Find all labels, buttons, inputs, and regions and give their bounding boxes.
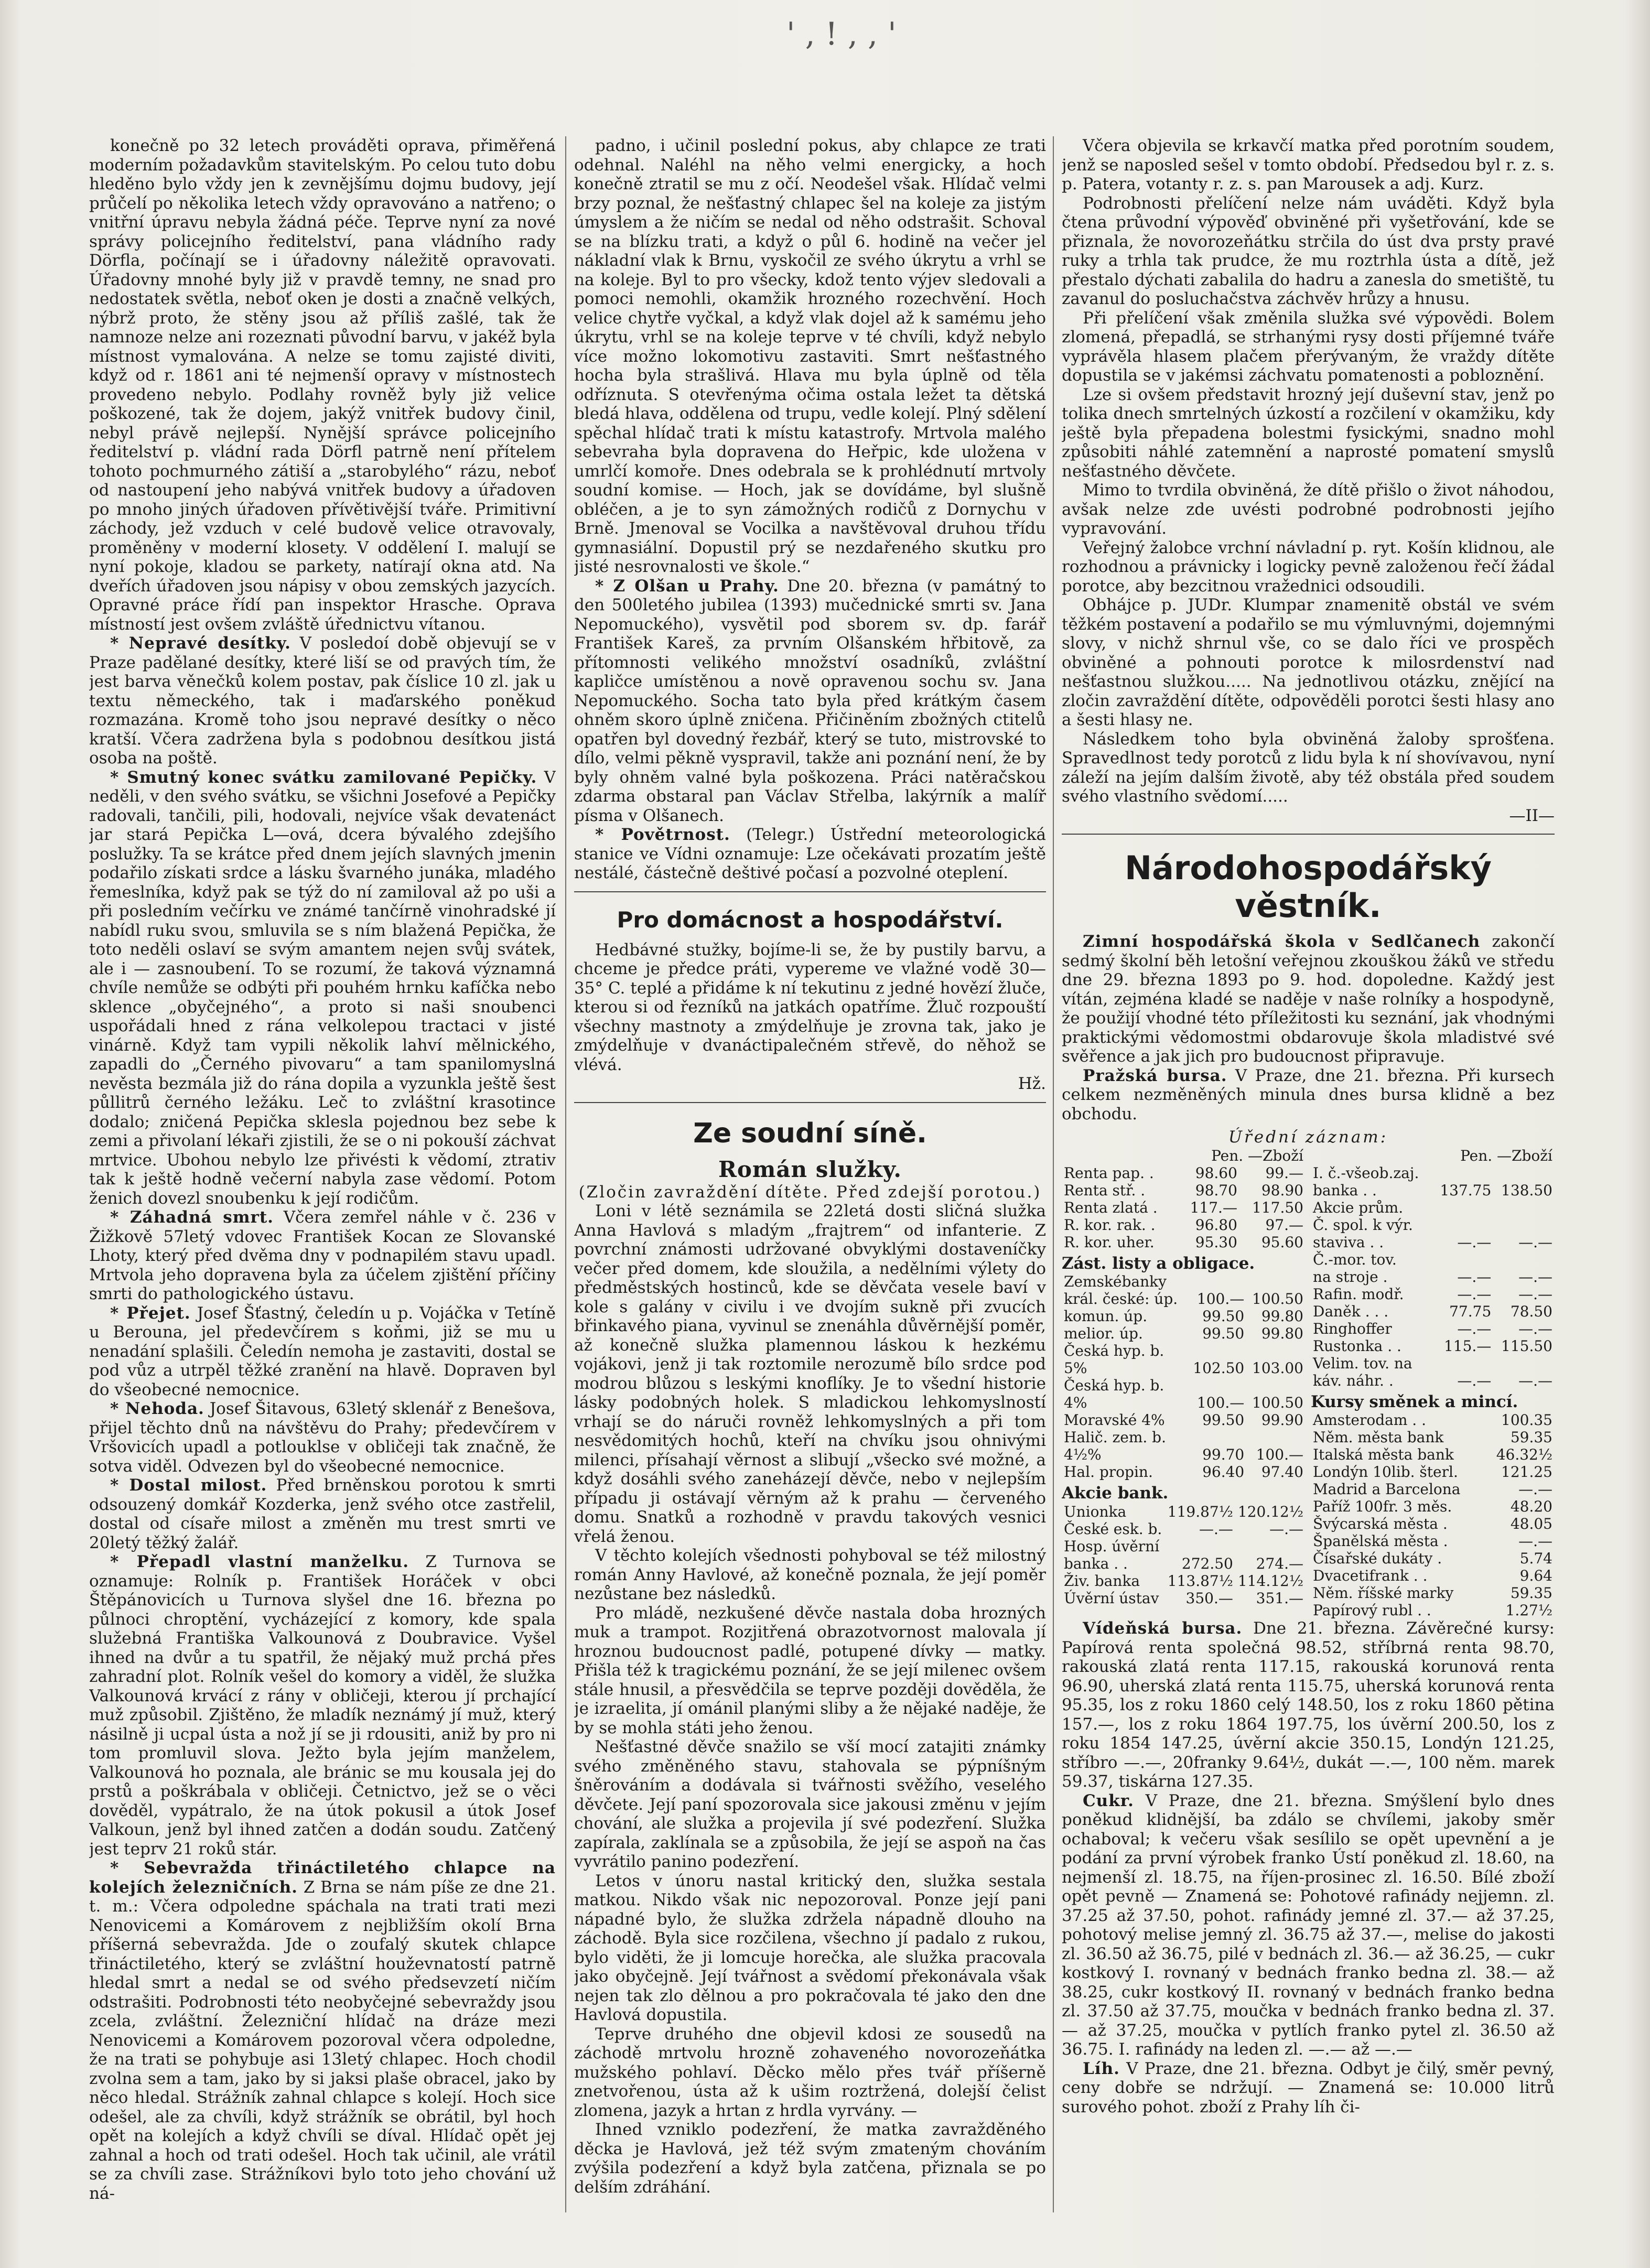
- table-row: [1062, 1590, 1306, 1607]
- article-heading: * Záhadná smrt.: [110, 1208, 274, 1227]
- article-text: Josef Šitavous, 63letý sklenář z Benešova, přijel těchto dnů na návštěvu do Prahy; předevčírem v Vršovicích upadl a potlouklse v obličeji tak značně, že sotva viděl. Odvezen byl do všeobecné nemocnice.: [89, 1399, 556, 1476]
- article-heading: Líh.: [1083, 2059, 1120, 2078]
- article-heading: * Sebevražda třináctiletého chlapce na kolejích železničních.: [89, 1859, 556, 1897]
- table-cell-label: Zemskébanky: [1064, 1273, 1167, 1290]
- article-text: V posledoí době objevují se v Praze padělané desítky, které liší se od pravých tím, že jest barva věnečků kolem postav, pak číslice 10 zl. jak u textu německého, tak i maďarského poněkud rozmazána. Kromě toho jsou nepravé desítky o něco kratší. Včera zadržena byla s podobnou desítkou jistá osoba na poště.: [89, 634, 556, 768]
- table-row: [1062, 1411, 1306, 1429]
- table-cell-value: 99.50: [1202, 1308, 1245, 1325]
- table-cell-value: 119.87½: [1167, 1503, 1233, 1520]
- table-cell-value: 59.35: [1510, 1429, 1552, 1446]
- table-cell-label: banka . .: [1064, 1554, 1128, 1572]
- table-cell-value: 95.60: [1261, 1233, 1303, 1251]
- table-cell-value: [1235, 1538, 1306, 1555]
- table-cell-label: Paříž 100fr. 3 měs.: [1313, 1498, 1452, 1515]
- article-paragraph: konečně po 32 letech prováděti oprava, přiměřená moderním požadavkům stavitelským. Po celou tuto dobu hleděno bylo vždy jen k zevnějšímu dojmu budovy, její průčelí po několika letech vždy opravováno a natřeno; o vnitřní úpravu nebyla žádná péče. Teprve nyní za nové správy policejního ředitelství, pana vládního rady Dörfla, počínají se i úřadovny náležitě opravovati. Úřadovny mnohé byly již v pravdě temny, ne snad pro nedostatek světla, neboť oken je dosti a značně velkých, nýbrž proto, že stěny jsou až příliš zašlé, tak že namnoze nelze ani rozeznati původní barvu, v jakéž byla místnost vymalována. A nelze se tomu zajisté diviti, když od r. 1861 ani té nejmenší opravy v místnostech provedeno nebylo. Podlahy rovněž byly již velice poškozené, tak že dojem, jakýž vnitřek budovy činil, nebyl právě nejlepší. Nynější správce policejního ředitelství p. vládní rada Dörfl patrně není přítelem tohoto pochmurného zátiší a „starobylého“ rázu, neboť od nastoupení jeho nabývá vnitřek budovy a úřadoven po mnoho jiných úřadoven přívětivější tváře. Primitivní záchody, jež vzduch v celé budově velice otravovaly, proměněny v moderní klosety. V oddělení I. malují se nyní pokoje, kladou se parkety, natírají okna atd. Na dveřích úřadoven jsou nápisy v obou zemských jazycích. Opravné práce řídí pan inspektor Hrasche. Oprava místností jest ovšem zvláště úřednictvu vítanou.: [89, 136, 556, 634]
- table-cell-label: Italská města bank: [1313, 1446, 1454, 1463]
- table-row: [1311, 1164, 1555, 1182]
- table-cell-value: [1493, 1199, 1555, 1216]
- table-cell-label: Živ. banka: [1064, 1572, 1140, 1590]
- table-cell-value: 5.74: [1519, 1550, 1552, 1567]
- article-heading: * Nehoda.: [110, 1399, 204, 1418]
- table-cell-value: 115.—: [1443, 1337, 1492, 1355]
- table-row: [1062, 1520, 1306, 1538]
- table-cell-label: banka . .: [1313, 1181, 1377, 1199]
- article-paragraph: Loni v létě seznámila se 22letá dosti sličná služka Anna Havlová s mladým „frajtrem“ od infanterie. Z povrchní známosti udržované obvyklými dostaveníčky večer před domem, kde sloužila, a nedělními výlety do předměstských hostinců, kde se děvčata vesele baví v kole s galány v civilu i ve dvojím sukně při zvucích břinkavého piana, vyvinul se znenáhla důvěrnější poměr, až konečně služka plamennou láskou k hezkému vojákovi, jenž ji tak roztomile nerozumě bílo srdce pod modrou blůzou s leskými knoflíky. Je to všední historie lásky podobných holek. S mladickou lehkomyslností vrhají se do náruči rovněž lehkomyslných a při tom nesvědomitých hochů, kteří na chvíku jsou ohnivými milenci, přísahají věrnost a slibují „všecko své možné, a když dosáhli svého zaneházejí děvče, nebo v nejlepším případu ji ostávají věrným až k prahu — červeného domu. Snatků a rozhodně v pravdu takových vesnici vřelá ženou.: [574, 1202, 1046, 1546]
- table-row: [1311, 1411, 1555, 1429]
- table-cell-value: [1188, 1377, 1247, 1394]
- table-row: [1062, 1182, 1306, 1199]
- table-row: [1311, 1216, 1555, 1234]
- article-paragraph: V těchto kolejích všednosti pohyboval se též milostný román Anny Havlové, až konečně poznala, že její poměr nezůstane bez následků.: [574, 1546, 1046, 1603]
- table-cell-value: 351.—: [1256, 1589, 1303, 1607]
- table-cell-value: —.—: [1199, 1520, 1233, 1538]
- table-row: [1311, 1303, 1555, 1320]
- table-row: [1062, 1164, 1306, 1182]
- article-signature: —II—: [1509, 806, 1555, 825]
- article-paragraph: Teprve druhého dne objevil kdosi ze sousedů na záchodě mrtvolu hrozně zohaveného novorozeňátka mužského pohlaví. Děcko mělo přes tvář příšerně znetvořenou, ústa až k ušim roztržená, dolejší čelist zlomena, jazyk a hrtan z hrdla vyrvány. —: [574, 2024, 1046, 2120]
- article-heading: * Povětrnost.: [595, 825, 730, 844]
- column-rule: [1053, 136, 1054, 2212]
- table-cell-label: Madrid a Barcelona: [1313, 1481, 1461, 1498]
- table-cell-label: Velim. tov. na: [1313, 1354, 1412, 1372]
- article-paragraph: Pro mládě, nezkušené děvče nastala doba hrozných muk a trampot. Rozjitřená obrazotvornost malovala jí hroznou budoucnost padlé, potupené dívky — matky. Přišla též k tragickému poznání, že se její milenec ovšem stále hnusil, a přesvědčila se teprve později dověděla, že je izraelita, jí ománil planými sliby a že nějaké naděje, že by se mohla státi jeho ženou.: [574, 1603, 1046, 1737]
- table-cell-label: Česká hyp. b.: [1064, 1342, 1164, 1359]
- table-row: [1062, 1199, 1306, 1216]
- table-cell-label: R. kor. uher.: [1064, 1233, 1155, 1251]
- table-row: [1062, 1377, 1306, 1394]
- article-paragraph: Včera objevila se krkavčí matka před porotním soudem, jenž se naposled sešel v tomto období. Předsedou byl r. z. s. p. Patera, votanty r. z. s. pan Marousek a adj. Kurz.: [1062, 136, 1555, 193]
- table-row: [1311, 1286, 1555, 1303]
- article-heading: * Z Olšan u Prahy.: [595, 576, 779, 596]
- article-text: V Praze, dne 21. března. Smýšlení bylo dnes poněkud klidnější, ba zdálo se chvílemi, jakoby směr ochaboval; k večeru však sesílilo se opět upevnění a je podání za první výrobek franko Ústí poněkud zl. 18.60, na nejmenší zl. 18.75, na říjen-prosinec zl. 16.50. Bílé zboží opět pevně — Znamená se: Pohotové rafinády nejjemn. zl. 37.25 až 37.50, pohot. rafinády jemné zl. 37.— až 37.25, pohotový melise jemný zl. 36.75 až 37.—, melise do jakosti zl. 36.50 až 36.75, pilé v bednách zl. 36.— až 36.25, — cukr kostkový I. rovnaný v bednách franko bedna zl. 38.— až 38.25, cukr kostkový II. rovnaný v bednách franko bedna zl. 37.50 až 37.75, moučka v bednách franko bedna zl. 37.— až 37.25, moučka v pytlích franko pytel zl. 36.50 až 36.75. I. rafinády na leden zl. —.— až —.—: [1062, 1791, 1555, 2059]
- article-paragraph: Hedbávné stužky, bojíme-li se, že by pustily barvu, a chceme je předce práti, vypereme ve vlažné vodě 30—35° C. teplé a přidáme k ní tekutinu z jedné hovězí žluče, kterou si od řezníků na jatkách opatříme. Žluč rozpouští všechny mastnoty a zmýdelňuje je zrovna tak, jako je zmýdelňuje v dvanáctipalečném střevě, do něhož se vlévá.: [574, 940, 1046, 1074]
- article-text: V Praze, dne 21. března. Při kursech celkem nezměněných minula dnes bursa klidně a bez obchodu.: [1062, 1066, 1555, 1124]
- article-text: zakončí sedmý školní běh letošní veřejnou zkouškou žáků ve středu dne 29. března 1893 po 9. hod. dopoledne. Každý jest vítán, zejména kladé se naděje v naše rolníky a hospodyně, že použijí vhodné této příležitosti ku seznání, jak vhodnými praktickými vědomostmi obdarovuje škola mladistvé své svěřence a jak jich pro budoucnost připravuje.: [1062, 932, 1555, 1066]
- table-row: [1311, 1463, 1555, 1481]
- table-cell-value: 96.80: [1195, 1216, 1237, 1234]
- article-paragraph: padno, i učinil poslední pokus, aby chlapce ze trati odehnal. Naléhl na něho velmi energicky, a hoch konečně ztratil se mu z očí. Neodešel však. Hlídač velmi brzy poznal, že nešťastný chlapec šel na koleje za jistým úmyslem a že ničím se nedal od něho odstrašit. Schoval se na blízku trati, a když o půl 6. hodině na večer jel nákladní vlak k Brnu, vyskočil ze svého úkrytu a vrhl se na koleje. Byl to pro všecky, kdož tento výjev sledovali a pomoci nemohli, okamžik hrozného rozechvění. Hoch velice chytře vyčkal, a když vlak dojel až k samému jeho úkrytu, vrhl se na koleje teprve v té chvíli, když nebylo více možno lokomotivu zastaviti. Smrt nešťastného hocha byla strašlivá. Hlava mu byla úplně od těla odříznuta. S otevřenýma očima ostala ležet ta dětská bledá hlava, oddělena od trupu, vedle kolejí. Plný sdělení spěchal hlídač trati k místu katastrofy. Mrtvola malého sebevraha byla dopravena do Heřpic, kde uložena v umrlčí komoře. Dnes odebrala se k prohlédnutí mrtvoly soudní komise. — Hoch, jak se dovídáme, byl slušně obléčen, a je to syn zámožných rodičů z Dornychu v Brně. Jmenoval se Vocilka a navštěvoval druhou třídu gymnasiální. Dopustil prý se nezdařeného skutku pro jisté nesrovnalosti ve škole.“: [574, 136, 1046, 576]
- table-cell-value: 137.75: [1440, 1181, 1492, 1199]
- table-row: [1311, 1251, 1555, 1268]
- article-heading: * Nepravé desítky.: [110, 634, 291, 653]
- table-cell-label: 4%: [1064, 1394, 1087, 1411]
- table-cell-value: —.—: [1518, 1320, 1552, 1337]
- article-heading: * Přejet.: [110, 1303, 191, 1323]
- table-row: [1311, 1182, 1555, 1199]
- table-cell-label: Renta zlatá .: [1064, 1198, 1158, 1216]
- table-row: [1062, 1555, 1306, 1572]
- section-title: Národohospodářský věstník.: [1125, 849, 1492, 925]
- table-row: [1311, 1584, 1555, 1602]
- table-row: [1311, 1446, 1555, 1463]
- table-cell-label: Rustonka . .: [1313, 1337, 1401, 1355]
- table-cell-value: 120.12½: [1237, 1503, 1303, 1520]
- table-row: [1311, 1602, 1555, 1619]
- table-cell-label: Amsterodam . .: [1313, 1411, 1426, 1429]
- table-cell-value: 99.80: [1261, 1325, 1303, 1342]
- table-cell-label: I. č.-všeob.zaj.: [1313, 1164, 1419, 1182]
- table-cell-value: [1246, 1342, 1306, 1359]
- table-cell-label: Rafin. modř.: [1313, 1285, 1404, 1303]
- table-cell-value: 100.—: [1196, 1290, 1245, 1308]
- table-cell-label: staviva . .: [1313, 1233, 1384, 1251]
- table-cell-value: 102.50: [1193, 1359, 1245, 1377]
- table-cell-value: 121.25: [1501, 1463, 1552, 1481]
- section-divider: [574, 1102, 1046, 1103]
- table-cell-value: [1246, 1429, 1306, 1446]
- table-cell-label: Ringhoffer: [1313, 1320, 1392, 1337]
- article-text: V Praze, dne 21. března. Odbyt je čilý, směr pevný, ceny dobře se ndržují. — Znamená se: 10.000 litrů surového pohot. zboží z Prahy líh či-: [1062, 2059, 1555, 2116]
- table-cell-label: Hosp. úvěrní: [1064, 1537, 1160, 1555]
- table-subheading: Zást. listy a obligace.: [1062, 1254, 1255, 1273]
- table-cell-value: 100.50: [1252, 1394, 1303, 1411]
- table-cell-value: 99.70: [1202, 1446, 1245, 1463]
- table-row: [1062, 1429, 1306, 1446]
- table-cell-label: Renta pap. .: [1064, 1164, 1154, 1182]
- table-cell-label: Č. spol. k výr.: [1313, 1216, 1413, 1234]
- table-cell-value: [1493, 1251, 1555, 1268]
- article-paragraph: Lze si ovšem představit hrozný její duševní stav, jenž po tolika dnech smrtelných úzkostí a rozčilení v okamžiku, kdy ještě byla přepadena bolestmi fysickými, snadno mohl způsobiti náhlé zatemnění a naprosté pomatení smyslů nešťastného děvčete.: [1062, 385, 1555, 481]
- table-cell-value: [1493, 1164, 1555, 1182]
- header-marks: ' , ! , , ': [786, 16, 897, 52]
- table-cell-value: 1.27½: [1505, 1602, 1552, 1619]
- table-cell-value: 99.50: [1202, 1325, 1245, 1342]
- table-cell-value: 95.30: [1195, 1233, 1237, 1251]
- table-cell-label: melior. úp.: [1064, 1325, 1143, 1342]
- table-cell-value: 272.50: [1181, 1554, 1233, 1572]
- table-cell-label: Akcie prům.: [1313, 1198, 1404, 1216]
- table-cell-value: —.—: [1518, 1532, 1552, 1550]
- table-cell-value: 99.80: [1261, 1308, 1303, 1325]
- article-paragraph: Při přelíčení však změnila služka své výpovědi. Bolem zlomená, přepadlá, se strhanými rysy dosti příjemné tváře vyprávěla hlasem plačem přerývaným, že vraždy dítěte dopustila se v jakémsi záchvatu pomatenosti a pobloznění.: [1062, 308, 1555, 385]
- table-title: Úřední záznam:: [1228, 1128, 1388, 1147]
- table-cell-value: [1246, 1273, 1306, 1290]
- table-cell-value: 99.—: [1265, 1164, 1303, 1182]
- article-paragraph: Následkem toho byla obviněná žaloby sprošťena. Spravedlnost tedy porotců z lidu byla k ní shovívavou, nyní záleží na jejím dalším životě, aby též obstála před soudem svého vlastního svědomí.....: [1062, 729, 1555, 806]
- column-3: [1062, 136, 1555, 2212]
- table-cell-value: [1188, 1273, 1247, 1290]
- table-cell-label: komun. úp.: [1064, 1308, 1148, 1325]
- table-cell-value: 99.50: [1202, 1411, 1245, 1429]
- table-cell-value: 98.60: [1195, 1164, 1237, 1182]
- table-row: [1311, 1515, 1555, 1532]
- table-header: Pen. —Zboží: [1211, 1147, 1303, 1164]
- table-cell-value: 115.50: [1501, 1337, 1552, 1355]
- article-paragraph: Veřejný žalobce vrchní návladní p. ryt. Košín klidnou, ale rozhodnou a právnicky i logicky pevně založenou řečí žádal porotce, aby bezcitnou vražednici odsoudili.: [1062, 538, 1555, 596]
- table-row: [1311, 1268, 1555, 1286]
- section-subtitle: (Zločin zavraždění dítěte. Před zdejší porotou.): [578, 1182, 1042, 1202]
- article-heading: Pražská bursa.: [1083, 1066, 1227, 1085]
- table-cell-value: [1188, 1429, 1247, 1446]
- table-cell-value: 274.—: [1256, 1554, 1303, 1572]
- table-row: [1062, 1359, 1306, 1377]
- table-cell-label: Něm. města bank: [1313, 1429, 1444, 1446]
- table-cell-value: [1432, 1251, 1494, 1268]
- article-text: Včera zemřel náhle v č. 236 v Žižkově 57letý vdovec František Kocan ze Slovanské Lhoty, který před dvěma dny v podnapilém stavu upadl. Mrtvola jeho dopravena byla za účelem zjištění příčiny smrti do pathologického ústavu.: [89, 1208, 556, 1303]
- table-cell-value: 117.50: [1252, 1198, 1303, 1216]
- section-title: Ze soudní síně.: [693, 1117, 927, 1149]
- table-cell-label: Čísařské dukáty .: [1313, 1550, 1442, 1567]
- table-cell-value: [1493, 1355, 1555, 1372]
- table-cell-value: 100.—: [1256, 1446, 1303, 1463]
- table-cell-value: —.—: [1457, 1371, 1492, 1389]
- table-cell-value: 100.35: [1501, 1411, 1552, 1429]
- article-paragraph: Obhájce p. JUDr. Klumpar znamenitě obstál ve svém těžkém postavení a podařilo se mu výmluvnými, dojemnými slovy, v nichž shrnul vše, co se dalo říci ve prospěch obviněné a pohnouti porotce k milosrdenství nad nešťastnou služkou..... Na jednotlivou otázku, znějící na zločin zavraždění dítěte, odpověděli porotci šesti hlasy ano a šesti hlasy ne.: [1062, 596, 1555, 729]
- table-cell-value: 59.35: [1510, 1584, 1552, 1602]
- table-cell-label: Španělská města .: [1313, 1532, 1448, 1550]
- table-cell-value: 46.32½: [1496, 1446, 1552, 1463]
- article-text: Z Brna se nám píše ze dne 21. t. m.: Včera odpoledne spáchala na trati trati mezi Nenovicemi a Komárovem z nejbližším okolí Brna příšerná sebevražda. Jde o zoufalý skutek chlapce třináctiletého, který se zvláštní houževnatostí patrně hledal smrt a nedal se od svého předsevzetí ničím odstrašiti. Podrobnosti této neobyčejné sebevraždy jsou zcela, zvláštní. Železniční hlídač na dráze mezi Nenovicemi a Komárovem pozoroval včera odpoledne, že na trati se pohybuje asi 13letý chlapec. Hoch chodil zvolna sem a tam, jako by si jaksi plaše obracel, jako by něco hledal. Strážník zahnal chlapce s kolejí. Hoch sice odešel, ale za chvíli, když strážník se obrátil, byl hoch opět na kolejích a když chvíli se díval. Hlídač opět jej zahnal a hoch od trati odešel. Hoch tak učinil, ale vrátil se za chvíli zase. Strážníkovi bylo toto jeho chování už ná-: [89, 1877, 556, 2203]
- table-cell-value: 100.50: [1252, 1290, 1303, 1308]
- table-row: [1311, 1199, 1555, 1216]
- bourse-tables: [1062, 1147, 1555, 1619]
- table-cell-label: Halič. zem. b.: [1064, 1429, 1167, 1446]
- table-row: [1311, 1550, 1555, 1567]
- article-text: Před brněnskou porotou k smrti odsouzený domkář Kozderka, jenž svého otce zastřelil, dostal od císaře milost a změněn mu trest smrti ve 20letý těžký žalář.: [89, 1476, 556, 1552]
- table-row: [1062, 1290, 1306, 1308]
- table-cell-value: —.—: [1457, 1320, 1492, 1337]
- table-cell-label: Londýn 10lib. šterl.: [1313, 1463, 1458, 1481]
- table-cell-label: Dvacetifrank . .: [1313, 1567, 1428, 1584]
- table-cell-value: —.—: [1518, 1481, 1552, 1498]
- table-cell-value: [1432, 1164, 1494, 1182]
- table-cell-label: Unionka: [1064, 1503, 1127, 1520]
- bourse-table-banks: [1062, 1503, 1306, 1607]
- bourse-table-oblig: [1062, 1273, 1306, 1481]
- table-cell-value: 77.75: [1449, 1302, 1492, 1320]
- article-text: Z Turnova se oznamuje: Rolník p. František Horáček v obci Štěpánovicích u Turnova slyšel dne 16. března po půlnoci chroptění, vycházející z komory, kde spala služebná Františka Valkounová z Doubravice. Vyšel ihned na dvůr a tu spatřil, že nějaký muž prchá přes zahradní plot. Rolník vešel do komory a viděl, že služka Valkounová krvácí z rány v obličeji, kterou jí prchající muž způsobil. Zjištěno, že mladík neznámý jí muž, který násilně ji ucpal ústa a nož jí se ji rdousiti, aniž by pro ni tom promluvil slova. Ježto byla jejím manželem, Valkounová ho poznala, ale bránic se mu kousala jej do prstů a poškrábala v obličeji. Četnictvo, jež se o věci dověděl, vypátralo, že na útok pokusil a útok Josef Valkoun, jenž byl ihned zatčen a dodán soudu. Zatčený jest teprv 21 roků stár.: [89, 1552, 556, 1859]
- table-cell-value: 98.70: [1195, 1181, 1237, 1199]
- table-row: [1311, 1355, 1555, 1372]
- table-cell-label: Něm. říšské marky: [1313, 1584, 1454, 1602]
- bourse-table-right: [1311, 1147, 1555, 1389]
- table-cell-value: [1165, 1538, 1235, 1555]
- table-row: [1311, 1498, 1555, 1515]
- column-1: [89, 136, 556, 2212]
- table-cell-label: Švýcarská města .: [1313, 1515, 1448, 1532]
- article-paragraph: Ihned vzniklo podezření, že matka zavražděného děcka je Havlová, jež též svým zmateným chováním zvýšila podezření a když byla zatčena, přiznala se po delším zdráhání.: [574, 2120, 1046, 2197]
- table-cell-value: —.—: [1457, 1285, 1492, 1303]
- table-cell-value: —.—: [1518, 1233, 1552, 1251]
- column-rule: [565, 136, 566, 2212]
- table-row: [1311, 1337, 1555, 1355]
- table-cell-label: 4½%: [1064, 1446, 1102, 1463]
- article-text: Dne 21. března. Závěrečné kursy: Papírová renta společná 98.52, stříbrná renta 98.70, rakouská zlatá renta 117.15, rakouská korunová renta 96.90, uherská zlatá renta 115.75, uherská korunová renta 95.35, los z roku 1860 celý 148.50, los z roku 1860 pětina 157.—, los z roku 1864 197.75, los úvěrní 200.50, los z roku 1854 147.25, úvěrní akcie 350.15, Londýn 121.25, stříbro —.—, 20franky 9.64½, dukát —.—, 100 něm. marek 59.37, tiskárna 127.35.: [1062, 1619, 1555, 1791]
- table-cell-value: 117.—: [1190, 1198, 1237, 1216]
- table-row: [1062, 1538, 1306, 1555]
- table-cell-label: Česká hyp. b.: [1064, 1377, 1164, 1394]
- article-paragraph: Letos v únoru nastal kritický den, služka sestala matkou. Nikdo však nic nepozoroval. Ponze její pani nápadné bylo, že služka zdržela nápadně dlouho na záchodě. Byla sice rozčilena, všechno jí padalo z rukou, bylo viděti, že ji lomcuje horečka, ale služka pracovala jako obyčejně. Její tvářnost a svědomí překonávala však nejen tak zlo dělnou a pro pokračovala té jako den dne Havlová dopustila.: [574, 1871, 1046, 2024]
- article-text: Dne 20. března (v památný to den 500letého jubilea (1393) mučednické smrti sv. Jana Nepomuckého), vysvětil pod sborem sv. dp. farář František Kareš, za prvním Olšanském hřbitově, za přítomnosti velikého množství osadníků, zvláštní kapličce umístěnou a nově opravenou sochu sv. Jana Nepomuckého. Socha tato byla před krátkým časem ohněm skoro úplně zničena. Přičiněním zbožných ctitelů opatřen byl dovedný řezbář, který se tuto, mistrovské to dílo, velmi pěkně vyspravil, takže ani poznání není, že by byly ohněm valné byla poškozena. Práci natěračskou zdarma obstaral pan Václav Střelba, lakýrník a malíř písma v Olšanech.: [574, 576, 1046, 825]
- table-cell-label: Úvěrní ústav: [1064, 1589, 1159, 1607]
- table-row: [1062, 1446, 1306, 1463]
- article-heading: * Přepadl vlastní manželku.: [110, 1552, 409, 1571]
- table-cell-value: —.—: [1457, 1268, 1492, 1286]
- article-heading: * Dostal milost.: [110, 1476, 267, 1495]
- table-subheading: Akcie bank.: [1062, 1484, 1169, 1503]
- table-cell-label: České esk. b.: [1064, 1520, 1162, 1538]
- table-row: [1062, 1308, 1306, 1325]
- table-cell-value: 100.—: [1196, 1394, 1245, 1411]
- table-cell-value: 113.87½: [1167, 1572, 1233, 1590]
- table-row: [1062, 1572, 1306, 1590]
- table-cell-value: 97.—: [1265, 1216, 1303, 1234]
- table-cell-value: 98.90: [1261, 1181, 1303, 1199]
- table-cell-value: 48.05: [1510, 1515, 1552, 1532]
- table-cell-value: 114.12½: [1237, 1572, 1303, 1590]
- article-text: (Telegr.) Ústřední meteorologická stanice ve Vídni oznamuje: Lze očekávati prozatím ještě nestálé, částečně deštivé počasí a pozvolné oteplení.: [574, 825, 1046, 882]
- table-cell-value: 138.50: [1501, 1181, 1552, 1199]
- article-paragraph: Mimo to tvrdila obviněná, že dítě přišlo o život náhodou, avšak nelze zde uvésti podrobné podrobnosti jejího vypravování.: [1062, 481, 1555, 538]
- section-divider: [574, 891, 1046, 892]
- bourse-table-left: [1062, 1147, 1306, 1251]
- table-header: Pen. —Zboží: [1460, 1147, 1552, 1164]
- article-text: V neděli, v den svého svátku, se všichni Josefové a Pepičky radovali, tančili, pili, hodovali, nejvíce však devatenáct jar stará Pepička L—ová, dcera bývalého zdejšího poslužky. Ta se krátce před dnem jejích slavných jmenin podařilo získati srdce a lásku švarného junáka, mladého řemeslníka, když pak se týž do ní zamiloval až po uši a při posledním večírku ve známé tančírně vinohradské jí nabídl ruku svou, smluvila se s ním blažená Pepička, že toto neděli oslaví se svým amantem nejen svůj svátek, ale i — zasnoubení. To se rozumí, že taková významná chvíle nemůže se odbýti při pouhém hrnku kafíčka nebo sklence „obyčejného“, a proto si naši snoubenci uspořádali hned z rána velkolepou tractaci v jisté vinárně. Když tam vypili několik lahví mělnického, zapadli do „Černého pivovaru“ a tam spanilomyslná nevěsta bezmála již do rána dopila a vyzunkla ještě šest půllitrů černého ležáku. Leč to zvláštní krasotince dodalo; zničená Pepička sklesla pojednou bez sebe k zemi a přivolaní lékaři zjistili, že se o ni pokouší záchvat mrtvice. Ubohou nebylo lze přivésti k vědomí, ztrativ tak k ještě hodně večerní nabyla zase vědomí. Potom ženich dovezl snoubenku k její rodičům.: [89, 768, 556, 1208]
- article-heading: * Smutný konec svátku zamilované Pepičky.: [110, 768, 537, 787]
- table-cell-value: 97.40: [1261, 1463, 1303, 1481]
- table-cell-label: na stroje .: [1313, 1268, 1388, 1286]
- table-cell-value: —.—: [1269, 1520, 1303, 1538]
- table-cell-value: [1188, 1342, 1247, 1359]
- table-cell-value: [1432, 1199, 1494, 1216]
- table-cell-value: 103.00: [1252, 1359, 1303, 1377]
- article-text: Josef Šťastný, čeledín u p. Vojáčka v Tetíně u Berouna, jel předevčírem s koňmi, již se mu u nenadání splašili. Čeledín nemoha je zastaviti, dostal se pod vůz a utrpěl těžké zranění na hlavě. Dopraven byl do všeobecné nemocnice.: [89, 1303, 556, 1399]
- table-row: [1062, 1342, 1306, 1359]
- table-cell-value: —.—: [1457, 1233, 1492, 1251]
- table-cell-value: [1432, 1355, 1494, 1372]
- table-row: [1311, 1481, 1555, 1498]
- table-cell-value: 48.20: [1510, 1498, 1552, 1515]
- table-cell-label: Č.-mor. tov.: [1313, 1250, 1397, 1268]
- table-cell-label: Renta stř. .: [1064, 1181, 1146, 1199]
- table-row: [1311, 1372, 1555, 1389]
- table-cell-value: 350.—: [1185, 1589, 1233, 1607]
- table-cell-value: 96.40: [1202, 1463, 1245, 1481]
- table-cell-label: 5%: [1064, 1359, 1087, 1377]
- article-heading: Zimní hospodářská škola v Sedlčanech: [1083, 932, 1481, 951]
- table-cell-value: —.—: [1518, 1371, 1552, 1389]
- table-row: [1062, 1463, 1306, 1481]
- table-cell-value: 78.50: [1510, 1302, 1552, 1320]
- article-signature: Hž.: [1018, 1074, 1046, 1093]
- article-heading: Cukr.: [1083, 1791, 1134, 1810]
- table-row: [1062, 1273, 1306, 1290]
- table-cell-value: —.—: [1518, 1268, 1552, 1286]
- table-cell-label: káv. náhr. .: [1313, 1371, 1394, 1389]
- column-2: [574, 136, 1046, 2212]
- table-row: [1311, 1532, 1555, 1550]
- section-title: Pro domácnost a hospodářství.: [617, 906, 1004, 933]
- table-subheading: Kursy směnek a mincí.: [1311, 1392, 1518, 1411]
- section-subtitle: Román služky.: [718, 1156, 902, 1182]
- table-cell-value: —.—: [1518, 1285, 1552, 1303]
- table-row: [1311, 1234, 1555, 1251]
- table-row: [1062, 1234, 1306, 1251]
- table-cell-label: Hal. propin.: [1064, 1463, 1153, 1481]
- table-cell-label: král. české: úp.: [1064, 1290, 1178, 1308]
- table-cell-label: Moravské 4%: [1064, 1411, 1165, 1429]
- section-divider: [1062, 834, 1555, 835]
- table-row: [1062, 1325, 1306, 1342]
- article-paragraph: Podrobnosti přelíčení nelze nám uváděti. Když byla čtena průvodní výpověď obviněné při vyšetřování, kde se přiznala, že novorozeňátku strčila do úst dva prsty pravé ruky a trhla tak prudce, že mu roztrhla ústa a dítě, jež přestalo dýchati zabalila do hadru a zanesla do smetiště, tu zavanul do posluchačstva záchvěv hrůzy a hnusu.: [1062, 193, 1555, 308]
- table-row: [1311, 1320, 1555, 1337]
- table-cell-label: Papírový rubl . .: [1313, 1602, 1431, 1619]
- table-cell-value: 9.64: [1519, 1567, 1552, 1584]
- table-row: [1062, 1216, 1306, 1234]
- table-row: [1062, 1394, 1306, 1411]
- table-cell-value: [1432, 1216, 1494, 1234]
- table-row: [1311, 1429, 1555, 1446]
- article-paragraph: Nešťastné děvče snažilo se vší mocí zatajiti známky svého změněného stavu, stahovala se pýpníšným šněrováním a dodávala si tvářnosti svěžího, veselého děvčete. Její paní spozorovala sice jakousi změnu v jejím chování, ale služka a projevila jí své podezření. Služka zapírala, zaklínala se a způsobila, že její se aspoň na čas vyvrátilo panino podezření.: [574, 1737, 1046, 1871]
- bourse-table-exchange: [1311, 1411, 1555, 1619]
- table-cell-value: [1246, 1377, 1306, 1394]
- table-cell-value: [1493, 1216, 1555, 1234]
- table-row: [1311, 1567, 1555, 1584]
- table-cell-label: R. kor. rak. .: [1064, 1216, 1156, 1234]
- table-cell-value: 99.90: [1261, 1411, 1303, 1429]
- article-heading: Vídeňská bursa.: [1083, 1619, 1243, 1638]
- table-cell-label: Daněk . . .: [1313, 1302, 1389, 1320]
- table-row: [1062, 1503, 1306, 1520]
